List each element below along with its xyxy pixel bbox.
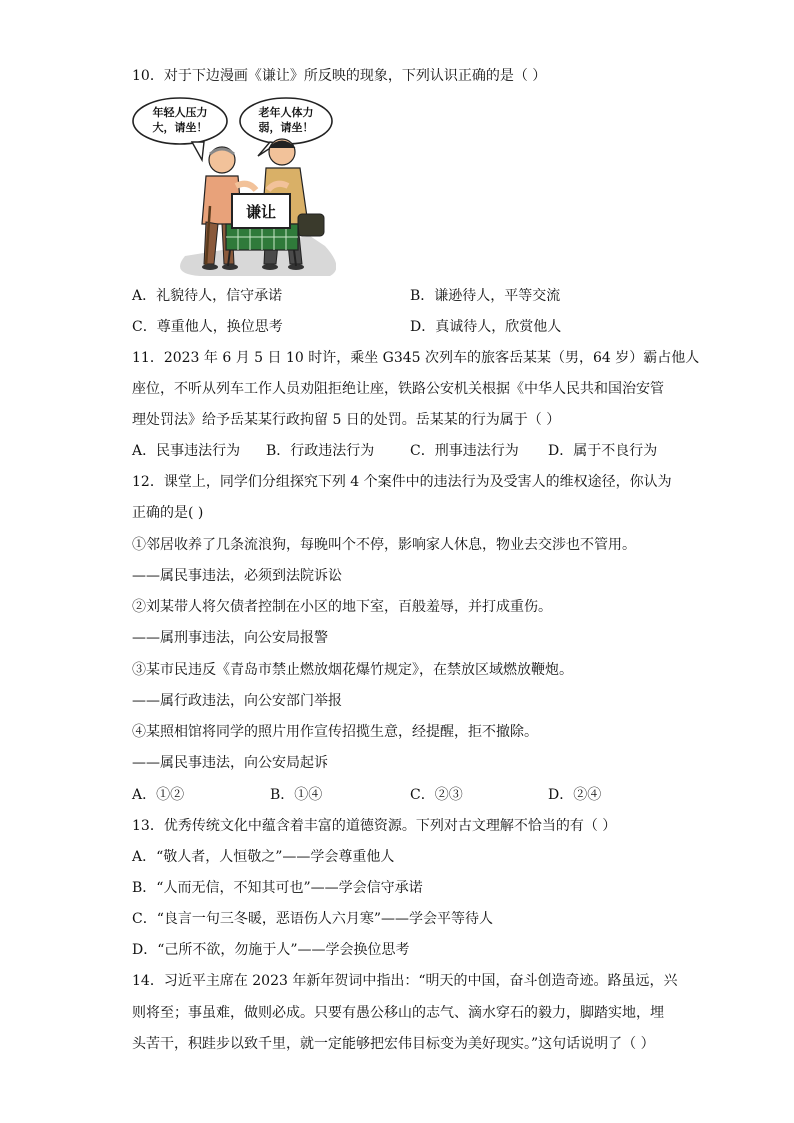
q11-option-a: A．民事违法行为: [132, 443, 241, 459]
q10-option-c: C．尊重他人，换位思考: [132, 319, 283, 335]
q13-option-d: D．“己所不欲，勿施于人”——学会换位思考: [132, 942, 410, 958]
q10-option-d: D．真诚待人，欣赏他人: [410, 319, 562, 335]
question-10-stem: 10．对于下边漫画《谦让》所反映的现象，下列认识正确的是（ ）: [132, 68, 547, 84]
q12-line-10: ——属民事违法，向公安局起诉: [132, 755, 328, 771]
q13-stem: 13．优秀传统文化中蕴含着丰富的道德资源。下列对古文理解不恰当的有（ ）: [132, 818, 617, 834]
q12-line-3: ①邻居收养了几条流浪狗，每晚叫个不停，影响家人休息，物业去交涉也不管用。: [132, 537, 636, 553]
q11-option-b: B．行政违法行为: [266, 443, 375, 459]
bubble-left-line2: 大，请坐！: [152, 121, 208, 134]
q13-option-a: A．“敬人者，人恒敬之”——学会尊重他人: [132, 849, 395, 865]
cartoon-humility: [130, 96, 336, 276]
q12-line-2: 正确的是( ): [132, 505, 204, 521]
q14-line-1: 14．习近平主席在 2023 年新年贺词中指出：“明天的中国，奋斗创造奇迹。路虽远，兴: [132, 973, 678, 989]
q12-line-5: ②刘某带人将欠债者控制在小区的地下室，百般羞辱，并打成重伤。: [132, 599, 552, 615]
q12-option-c: C．②③: [410, 787, 463, 803]
q14-line-3: 头苦干，积跬步以致千里，就一定能够把宏伟目标变为美好现实。”这句话说明了（ ）: [132, 1036, 655, 1052]
q13-option-b: B．“人而无信，不知其可也”——学会信守承诺: [132, 880, 423, 896]
bubble-right-line2: 弱，请坐！: [258, 121, 314, 134]
q12-line-8: ——属行政违法，向公安部门举报: [132, 693, 342, 709]
q12-option-b: B．①④: [270, 787, 323, 803]
q11-line-1: 11．2023 年 6 月 5 日 10 时许，乘坐 G345 次列车的旅客岳某某（男，64 岁）霸占他人: [132, 350, 700, 366]
q12-line-6: ——属刑事违法，向公安局报警: [132, 630, 328, 646]
q12-option-a: A．①②: [132, 787, 185, 803]
q12-line-9: ④某照相馆将同学的照片用作宣传招揽生意，经提醒，拒不撤除。: [132, 724, 538, 740]
q13-option-c: C．“良言一句三冬暖，恶语伤人六月寒”——学会平等待人: [132, 911, 494, 927]
sign-text: 谦让: [245, 203, 277, 221]
q11-line-2: 座位，不听从列车工作人员劝阻拒绝让座，铁路公安机关根据《中华人民共和国治安管: [132, 381, 664, 397]
q11-option-c: C．刑事违法行为: [410, 443, 519, 459]
q12-line-7: ③某市民违反《青岛市禁止燃放烟花爆竹规定》，在禁放区域燃放鞭炮。: [132, 662, 573, 678]
q11-line-3: 理处罚法》给予岳某某行政拘留 5 日的处罚。岳某某的行为属于（ ）: [132, 412, 561, 428]
q12-line-1: 12．课堂上，同学们分组探究下列 4 个案件中的违法行为及受害人的维权途径，你认为: [132, 474, 672, 490]
bubble-right-line1: 老年人体力: [258, 106, 314, 119]
q11-option-d: D．属于不良行为: [548, 443, 658, 459]
q12-option-d: D．②④: [548, 787, 602, 803]
q10-option-b: B．谦逊待人，平等交流: [410, 288, 561, 304]
q12-line-4: ——属民事违法，必须到法院诉讼: [132, 568, 342, 584]
bubble-left-line1: 年轻人压力: [152, 106, 208, 119]
q10-option-a: A．礼貌待人，信守承诺: [132, 288, 283, 304]
q14-line-2: 则将至；事虽难，做则必成。只要有愚公移山的志气、滴水穿石的毅力，脚踏实地，埋: [132, 1005, 664, 1021]
